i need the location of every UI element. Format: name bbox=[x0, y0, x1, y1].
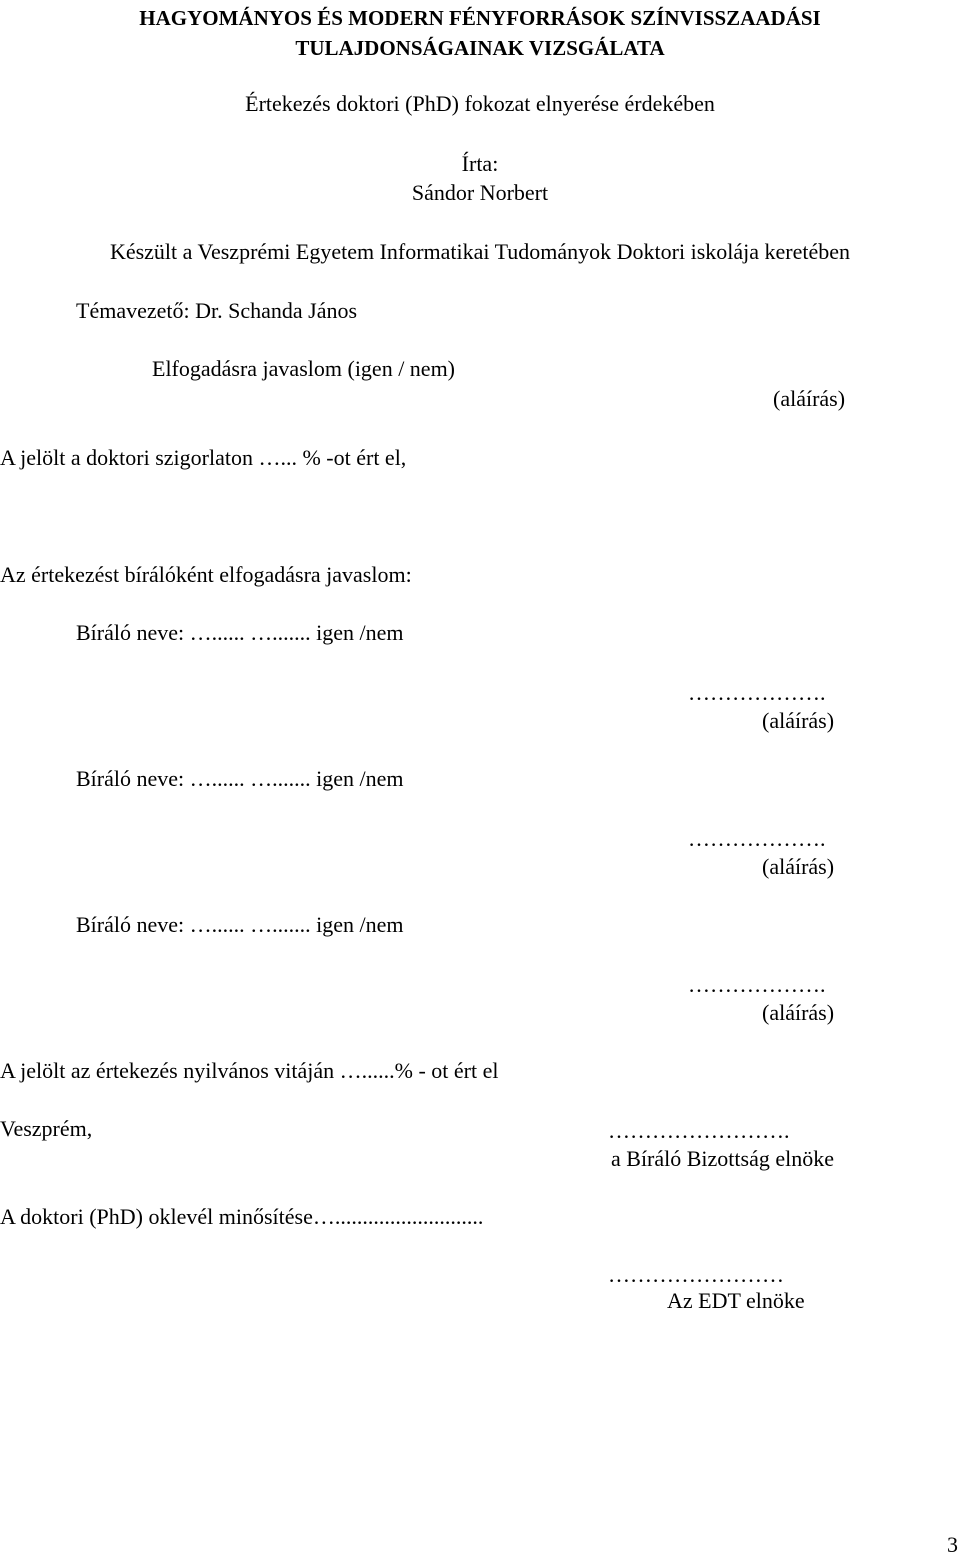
reviewer-2-signature-dots: ………………. bbox=[688, 826, 826, 851]
reviewer-3-line: Bíráló neve: …...... …....... igen /nem bbox=[76, 912, 404, 937]
title-line-1: HAGYOMÁNYOS ÉS MODERN FÉNYFORRÁSOK SZÍNVISSZAADÁSI bbox=[139, 6, 821, 30]
reviewers-intro: Az értekezést bírálóként elfogadásra javaslom: bbox=[0, 562, 412, 587]
institution: Készült a Veszprémi Egyetem Informatikai Tudományok Doktori iskolája keretében bbox=[109, 239, 851, 264]
author-name: Sándor Norbert bbox=[411, 180, 549, 205]
reviewer-1-signature-label: (aláírás) bbox=[762, 708, 835, 733]
diploma-rating: A doktori (PhD) oklevél minősítése…........................... bbox=[0, 1204, 484, 1229]
title-line-2: TULAJDONSÁGAINAK VIZSGÁLATA bbox=[295, 36, 665, 60]
place: Veszprém, bbox=[0, 1116, 93, 1141]
reviewer-1-signature-dots: ………………. bbox=[688, 680, 826, 705]
author-label: Írta: bbox=[461, 151, 499, 176]
exam-result: A jelölt a doktori szigorlaton …... % -ot ért el, bbox=[0, 445, 407, 470]
reviewer-2-signature-label: (aláírás) bbox=[762, 854, 835, 879]
edt-signature-dots: …………………… bbox=[608, 1262, 784, 1287]
recommendation: Elfogadásra javaslom (igen / nem) bbox=[152, 356, 456, 381]
public-defense-result: A jelölt az értekezés nyilvános vitáján …......% - ot ért el bbox=[0, 1058, 499, 1083]
committee-chair-label: a Bíráló Bizottság elnöke bbox=[611, 1146, 834, 1171]
reviewer-3-signature-dots: ………………. bbox=[688, 972, 826, 997]
subtitle: Értekezés doktori (PhD) fokozat elnyerése érdekében bbox=[245, 91, 715, 116]
edt-chair-label: Az EDT elnöke bbox=[667, 1288, 805, 1313]
committee-signature-dots: ……………………. bbox=[608, 1118, 790, 1143]
page-number: 3 bbox=[947, 1532, 958, 1557]
supervisor: Témavezető: Dr. Schanda János bbox=[76, 298, 358, 323]
reviewer-1-line: Bíráló neve: …...... …....... igen /nem bbox=[76, 620, 404, 645]
reviewer-3-signature-label: (aláírás) bbox=[762, 1000, 835, 1025]
reviewer-2-line: Bíráló neve: …...... …....... igen /nem bbox=[76, 766, 404, 791]
supervisor-signature-label: (aláírás) bbox=[773, 386, 846, 411]
